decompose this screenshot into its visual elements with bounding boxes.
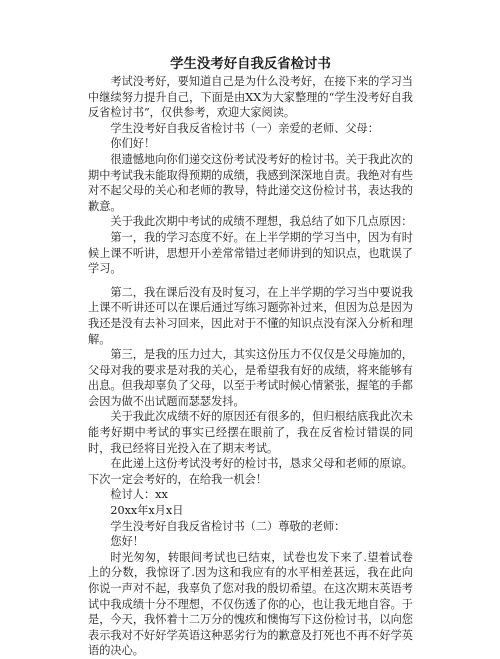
paragraph-other-reasons: 关于我此次成绩不好的原因还有很多的，但归根结底我此次未能考好期中考试的事实已经摆在眼前了，我在反省检讨错误的同时，我已经将目光投入在了期末考试。: [88, 410, 413, 455]
paragraph-greeting-two: 您好！: [110, 535, 144, 549]
paragraph-apology: 很遗憾地向你们递交这份考试没考好的检讨书。关于我此次的期中考试我未能取得预期的成绩，我感到深深地自责。我绝对有些对不起父母的关心和老师的教导，特此递交这份检讨书，表达我的歉意。: [88, 152, 413, 213]
paragraph-greeting-one: 你们好！: [110, 137, 156, 151]
paragraph-intro: 考试没考好，要知道自己是为什么没考好，在接下来的学习当中继续努力提升自己，下面是由XX为大家整理的“学生没考好自我反省检讨书”，仅供参考，欢迎大家阅读。: [88, 75, 413, 120]
paragraph-letter-two-heading: 学生没考好自我反省检讨书（二）尊敬的老师：: [110, 519, 346, 533]
paragraph-letter-two-body: 时光匆匆，转眼间考试也已结束，试卷也发下来了.望着试卷上的分数，我惊讶了.因为这和我应有的水平相差甚远，我在此向你说一声对不起，我辜负了您对我的殷切希望。在这次期末英语考试中我成绩十分不理想，不仅伤透了你的心，也让我无地自容。于是，今天，我怀着十二万分的愧疚和懊悔写下这份检讨书，以向您表示我对不好好学英语这种恶劣行为的歉意及打死也不再不好学英语的决心。: [88, 550, 413, 658]
paragraph-reason-third: 第三，是我的压力过大，其实这份压力不仅仅是父母施加的，父母对我的要求是对我的关心，是希望我有好的成绩，将来能够有出息。但我却辜负了父母，以至于考试时候心情紧张，握笔的手都会因为做不出试题而瑟瑟发抖。: [88, 348, 413, 408]
document-title: 学生没考好自我反省检讨书: [170, 56, 331, 72]
paragraph-reasons-intro: 关于我此次期中考试的成绩不理想，我总结了如下几点原因：: [110, 215, 413, 229]
paragraph-closing-request: 在此递上这份考试没考好的检讨书，恳求父母和老师的原谅。下次一定会考好的，在给我一机会！: [88, 457, 413, 486]
paragraph-reason-second: 第二，我在课后没有及时复习，在上半学期的学习当中要说我上课不听讲还可以在课后通过写练习题弥补过来，但因为总是因为我还是没有去补习回来，因此对于不懂的知识点没有深入分析和理解。: [88, 285, 413, 346]
paragraph-date: 20xx年x月x日: [110, 504, 184, 518]
paragraph-signature: 检讨人：xx: [110, 488, 168, 502]
paragraph-reason-first: 第一，我的学习态度不好。在上半学期的学习当中，因为有时候上课不听讲，思想开小差常常错过老师讲到的知识点，也耽误了学习。: [88, 230, 413, 276]
paragraph-letter-one-heading: 学生没考好自我反省检讨书（一）亲爱的老师、父母：: [110, 121, 379, 135]
document-page: [88, 55, 413, 659]
